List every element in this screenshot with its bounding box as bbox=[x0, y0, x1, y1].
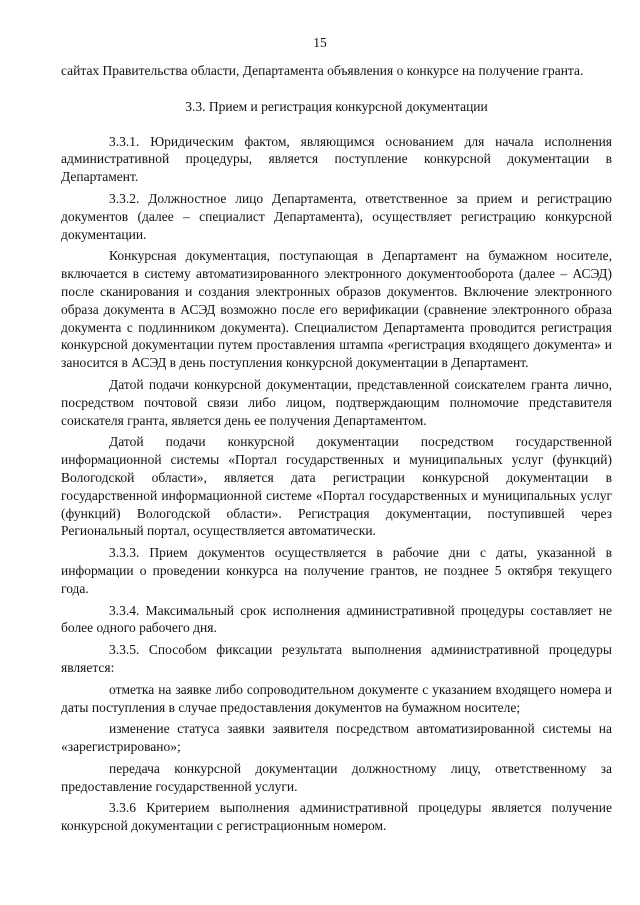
paragraph-continuation: сайтах Правительства области, Департамента объявления о конкурсе на получение гранта. bbox=[61, 63, 584, 78]
paragraph-paper-documents: Конкурсная документация, поступающая в Департамент на бумажном носителе, включается в систему автоматизированного электронного документооборота (далее – АСЭД) после сканирования и создания электронных образов документов. Включение электронного образа документа в АСЭД возможно после его верификации (сравнение электронного образа документа с подлинником документа). Специалистом Департамента проводится регистрация конкурсной документации путем проставления штампа «регистрация входящего документа» и заносится в АСЭД в день поступления конкурсной документации в Департамент. bbox=[61, 248, 612, 371]
list-item-transfer-documentation: передача конкурсной документации должностному лицу, ответственному за предоставление государственной услуги. bbox=[61, 760, 612, 794]
paragraph-submission-date-personal: Датой подачи конкурсной документации, представленной соискателем гранта лично, посредством почтовой связи либо лицом, подтверждающим полномочие представителя соискателя гранта, является день ее получения Департаментом. bbox=[61, 376, 612, 428]
list-item-status-change: изменение статуса заявки заявителя посредством автоматизированной системы на «зарегистрировано»; bbox=[61, 721, 612, 755]
paragraph-3-3-1: 3.3.1. Юридическим фактом, являющимся основанием для начала исполнения административной процедуры, является поступление конкурсной документации в Департамент. bbox=[61, 133, 612, 185]
page-number: 15 bbox=[313, 35, 327, 50]
paragraph-3-3-5: 3.3.5. Способом фиксации результата выполнения административной процедуры является: bbox=[61, 642, 612, 675]
paragraph-3-3-3: 3.3.3. Прием документов осуществляется в рабочие дни с даты, указанной в информации о проведении конкурса на получение грантов, не позднее 5 октября текущего года. bbox=[61, 545, 612, 596]
paragraph-3-3-4: 3.3.4. Максимальный срок исполнения административной процедуры составляет не более одного рабочего дня. bbox=[61, 602, 612, 636]
paragraph-3-3-6: 3.3.6 Критерием выполнения административной процедуры является получение конкурсной документации с регистрационным номером. bbox=[61, 800, 612, 834]
document-body bbox=[61, 62, 612, 835]
section-heading: 3.3. Прием и регистрация конкурсной документации bbox=[185, 98, 488, 114]
paragraph-3-3-2: 3.3.2. Должностное лицо Департамента, ответственное за прием и регистрацию документов (далее – специалист Департамента), осуществляет регистрацию конкурсной документации. bbox=[61, 190, 612, 242]
paragraph-submission-date-portal: Датой подачи конкурсной документации посредством государственной информационной системы «Портал государственных и муниципальных услуг (функций) Вологодской области», является дата регистрации конкурсной документации в государственной информационной системе «Портал государственных и муниципальных услуг (функций) Вологодской области». Регистрация документации, поступившей через Региональный портал, осуществляется автоматически. bbox=[61, 434, 612, 539]
list-item-mark-on-application: отметка на заявке либо сопроводительном документе с указанием входящего номера и даты поступления в случае предоставления документов на бумажном носителе; bbox=[61, 681, 612, 715]
